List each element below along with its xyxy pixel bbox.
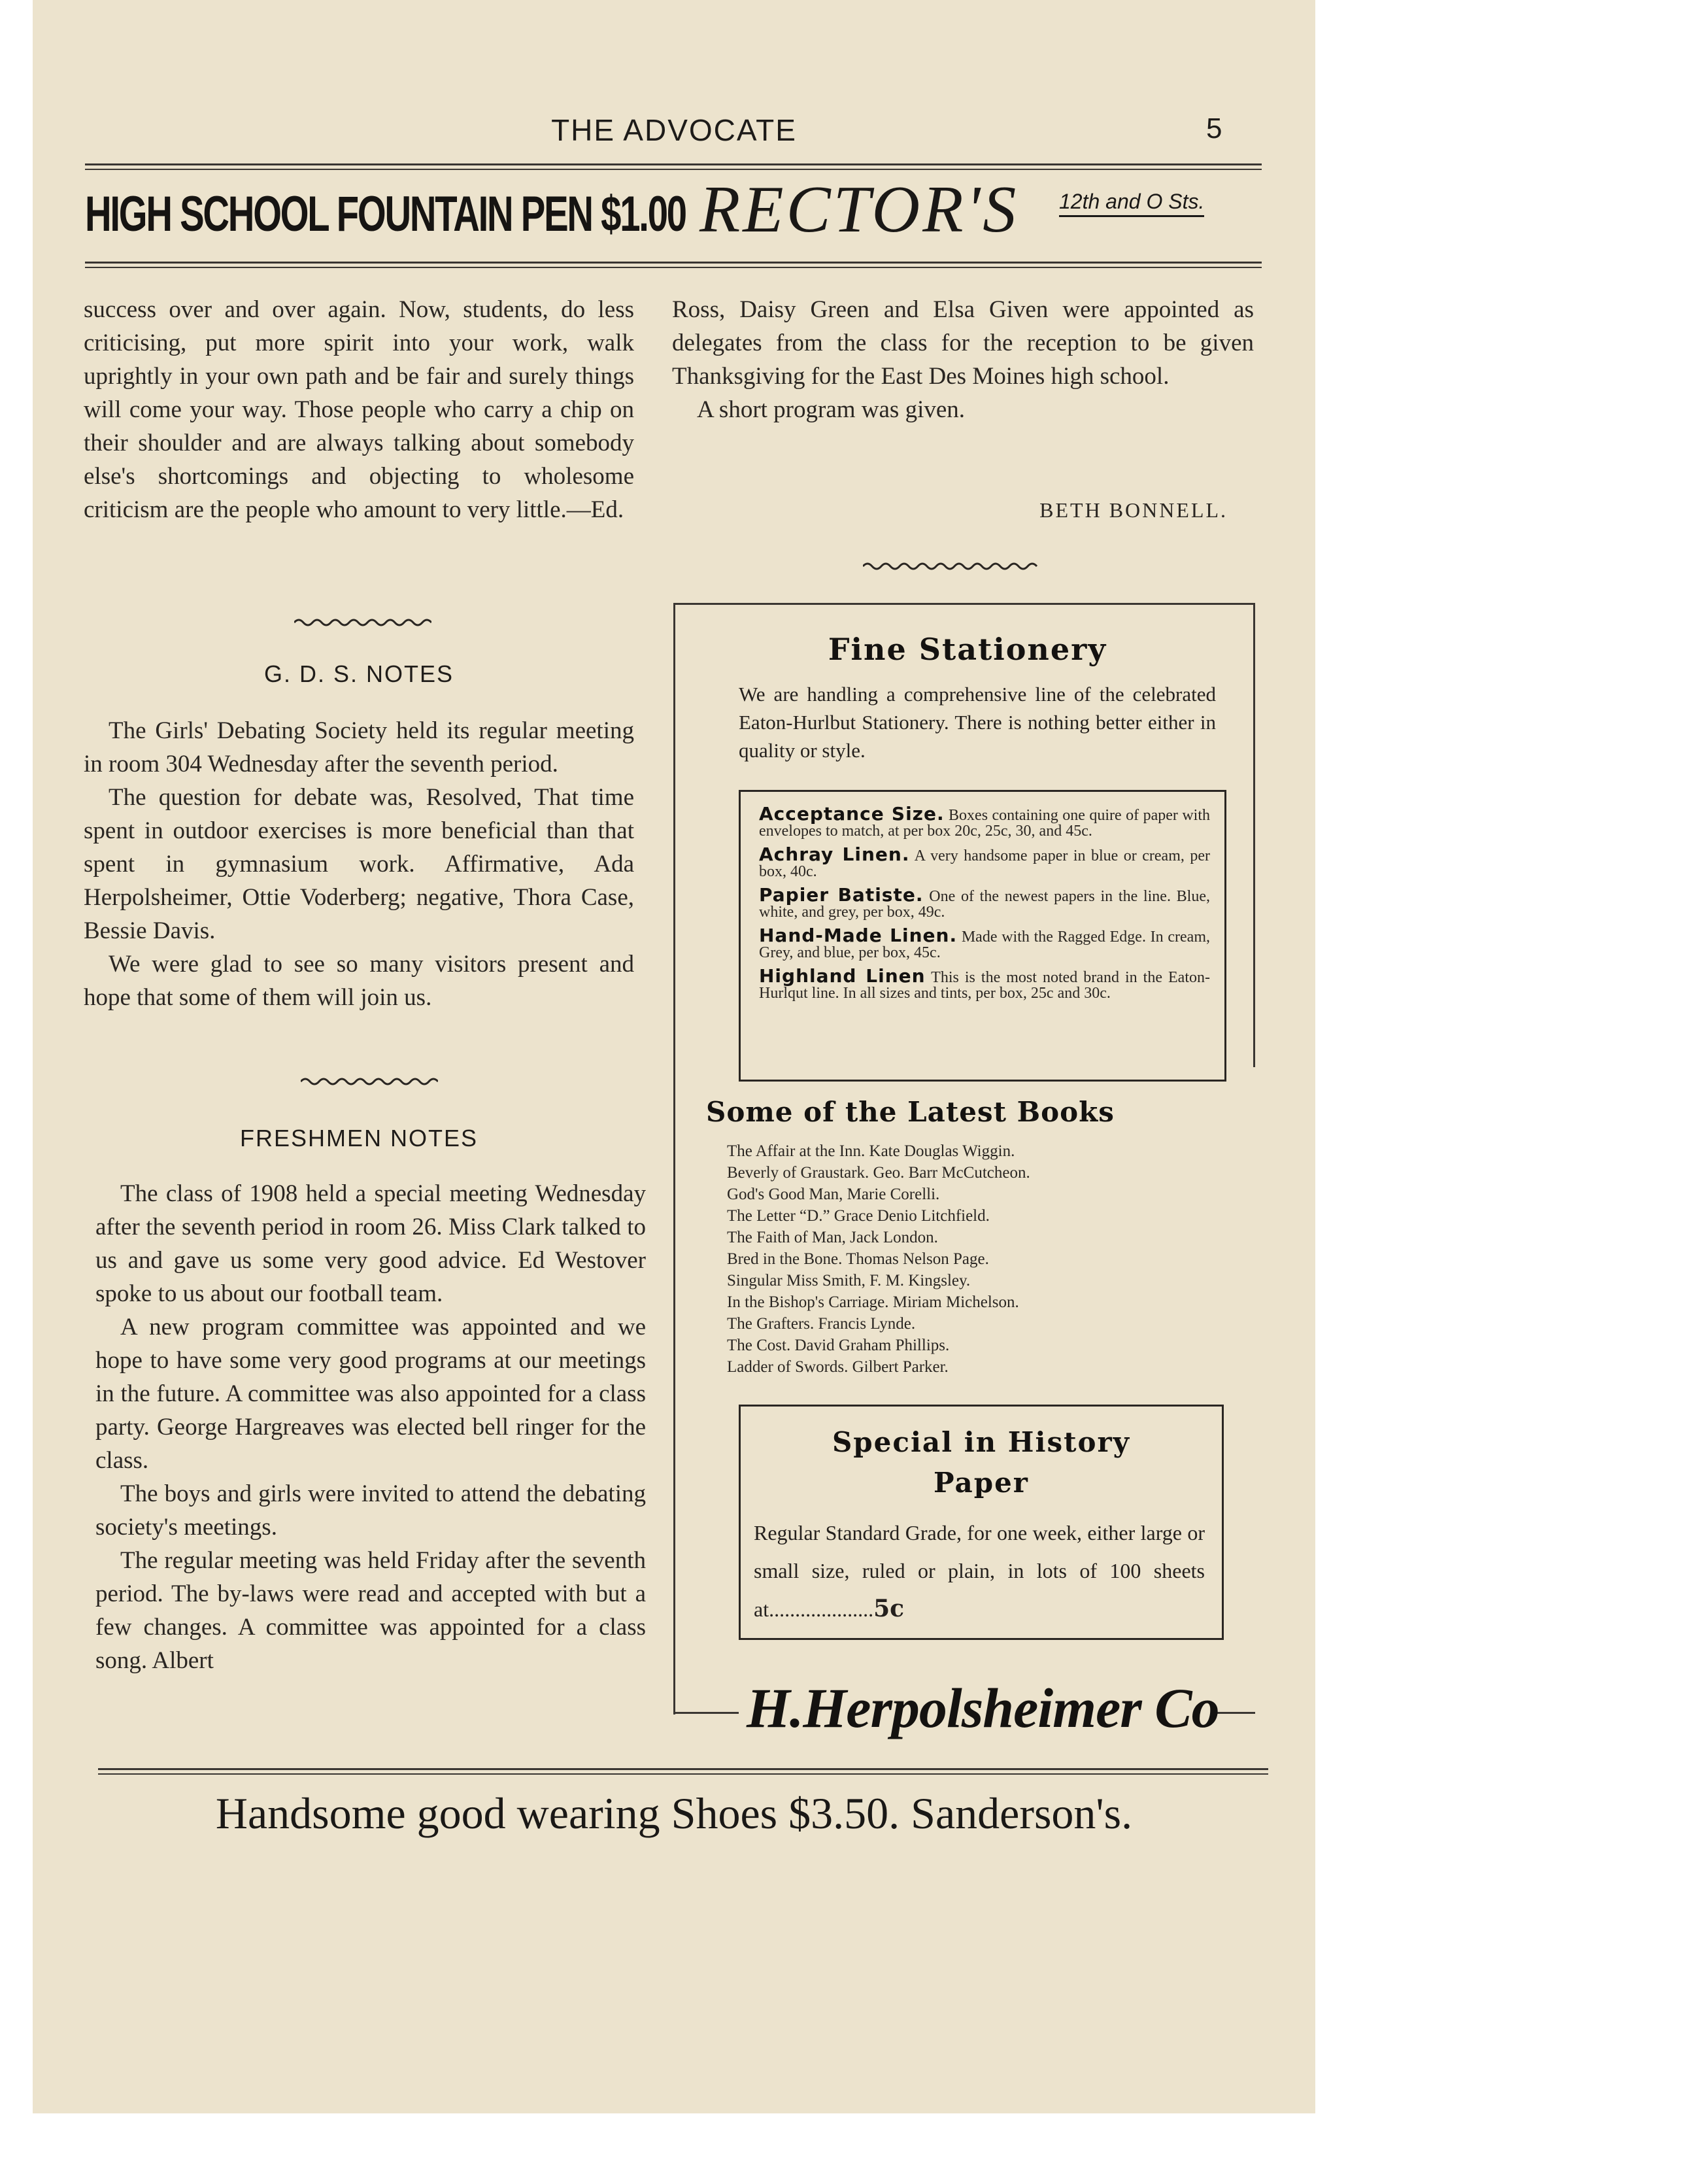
book-entry: Bred in the Bone. Thomas Nelson Page.	[727, 1250, 989, 1268]
author-signature: BETH BONNELL.	[1039, 498, 1228, 522]
latest-books-title: Some of the Latest Books	[706, 1096, 1115, 1128]
special-title-line2: Paper	[934, 1467, 1029, 1499]
item-name: Achray Linen.	[759, 844, 910, 865]
newspaper-page	[33, 0, 1315, 2113]
divider-squiggle	[294, 616, 431, 629]
gds-notes-body	[84, 714, 634, 1014]
freshmen-notes-body	[95, 1177, 646, 1677]
book-entry: Ladder of Swords. Gilbert Parker.	[727, 1358, 949, 1376]
special-title-line1: Special in History	[832, 1426, 1131, 1458]
rectors-address: 12th and O Sts.	[1059, 190, 1204, 217]
special-body	[754, 1514, 1205, 1628]
special-description: Regular Standard Grade, for one week, either large or small size, ruled or plain, in lots of 100 sheets at	[754, 1521, 1205, 1621]
editorial-paragraph: success over and over again. Now, students, do less criticising, put more spirit into your work, walk uprightly in your own path and be fair and surely things will come your way. Those people who carry a chip on their shoulder and are always talking about somebody else's shortcomings and objecting to wholesome criticism are the people who amount to very little.—Ed.	[84, 296, 634, 523]
item-description: Boxes containing one quire of paper with envelopes to match, at per box 20c, 25c, 30, and 45c.	[759, 807, 1210, 840]
stationery-item	[759, 965, 1210, 1002]
item-name: Papier Batiste.	[759, 884, 924, 906]
gds-notes-heading: G. D. S. NOTES	[263, 660, 454, 687]
herpolsheimer-logo: H.Herpolsheimer Co	[747, 1677, 1219, 1739]
banner-rule-bottom	[85, 262, 1262, 264]
item-name: Highland Linen	[759, 965, 926, 987]
footer-rule-top	[98, 1768, 1268, 1770]
fountain-pen-ad: HIGH SCHOOL FOUNTAIN PEN $1.00	[85, 186, 686, 242]
sanderson-shoes-ad: Handsome good wearing Shoes $3.50. Sanderson's.	[215, 1788, 1133, 1838]
book-entry: In the Bishop's Carriage. Miriam Michelson.	[727, 1293, 1019, 1311]
history-paper-special-box	[739, 1405, 1224, 1640]
header-rule-top	[85, 163, 1262, 165]
special-leader-dots: ....................	[769, 1597, 874, 1621]
freshmen-paragraph: A new program committee was appointed and we hope to have some very good programs at our meetings in the future. A committee was also appointed for a class party. George Hargreaves was elected bell ringer for the class.	[95, 1314, 646, 1474]
header-rule-top-2	[85, 169, 1262, 170]
item-name: Hand-Made Linen.	[759, 925, 958, 946]
gds-paragraph: The Girls' Debating Society held its regular meeting in room 304 Wednesday after the seventh period.	[84, 717, 634, 777]
ad-border-top	[673, 603, 1255, 605]
special-price: 5c	[873, 1595, 905, 1622]
book-entry: The Cost. David Graham Phillips.	[727, 1337, 950, 1354]
banner-rule-bottom-2	[85, 267, 1262, 268]
latest-books-list	[727, 1140, 1250, 1378]
program-line: A short program was given.	[697, 396, 966, 423]
rectors-logo: RECTOR'S	[699, 173, 1019, 247]
gds-paragraph: The question for debate was, Resolved, That time spent in outdoor exercises is more beneficial than that spent in gymnasium work. Affirmative, Ada Herpolsheimer, Ottie Voderberg; negative, Thora Case, Bessie Davis.	[84, 784, 634, 944]
item-description: A very handsome paper in blue or cream, per box, 40c.	[759, 847, 1210, 880]
item-description: One of the newest papers in the line. Blue, white, and grey, per box, 49c.	[759, 888, 1211, 921]
stationery-item	[759, 803, 1210, 840]
freshmen-notes-heading: FRESHMEN NOTES	[239, 1125, 479, 1152]
ad-border-right	[1253, 603, 1255, 1067]
stationery-items-box	[739, 790, 1226, 1082]
ad-border-left	[673, 603, 675, 1715]
stationery-item	[759, 884, 1211, 921]
left-column-continued	[84, 293, 634, 526]
item-description: This is the most noted brand in the Eaton-Hurlqut line. In all sizes and tints, per box, 25c and 30c.	[759, 969, 1210, 1002]
book-entry: The Letter “D.” Grace Denio Litchfield.	[727, 1207, 990, 1225]
stationery-item	[759, 844, 1210, 880]
freshmen-paragraph: The class of 1908 held a special meeting Wednesday after the seventh period in room 26. Miss Clark talked to us and gave us some very good advice. Ed Westover spoke to us about our football team.	[95, 1180, 646, 1307]
book-entry: The Affair at the Inn. Kate Douglas Wiggin.	[727, 1142, 1015, 1160]
footer-rule-top-2	[98, 1773, 1268, 1775]
right-column-continued	[672, 293, 1254, 426]
item-description: Made with the Ragged Edge. In cream, Grey, and blue, per box, 45c.	[759, 929, 1210, 961]
freshmen-paragraph: The boys and girls were invited to attend the debating society's meetings.	[95, 1480, 646, 1541]
book-entry: Singular Miss Smith, F. M. Kingsley.	[727, 1272, 971, 1289]
page-number: 5	[1206, 112, 1222, 145]
newspaper-title: THE ADVOCATE	[551, 113, 797, 147]
book-entry: The Faith of Man, Jack London.	[727, 1229, 938, 1246]
ad-border-bottom-left	[673, 1712, 739, 1714]
ad-border-bottom-right	[1216, 1712, 1255, 1714]
fine-stationery-body: We are handling a comprehensive line of the celebrated Eaton-Hurlbut Stationery. There is nothing better either in quality or style.	[739, 683, 1216, 762]
book-entry: Beverly of Graustark. Geo. Barr McCutcheon.	[727, 1164, 1030, 1182]
delegates-paragraph: Ross, Daisy Green and Elsa Given were appointed as delegates from the class for the reception to be given Thanksgiving for the East Des Moines high school.	[672, 296, 1254, 390]
stationery-item	[759, 925, 1210, 961]
freshmen-paragraph: The regular meeting was held Friday after the seventh period. The by-laws were read and accepted with but a few changes. A committee was appointed for a class song. Albert	[95, 1547, 646, 1674]
gds-paragraph: We were glad to see so many visitors present and hope that some of them will join us.	[84, 951, 634, 1011]
divider-squiggle	[863, 560, 1039, 573]
book-entry: The Grafters. Francis Lynde.	[727, 1315, 916, 1333]
book-entry: God's Good Man, Marie Corelli.	[727, 1186, 940, 1203]
fine-stationery-title: Fine Stationery	[828, 632, 1107, 667]
item-name: Acceptance Size.	[759, 803, 945, 825]
divider-squiggle	[301, 1075, 438, 1088]
stationery-items-list	[759, 803, 1211, 1009]
